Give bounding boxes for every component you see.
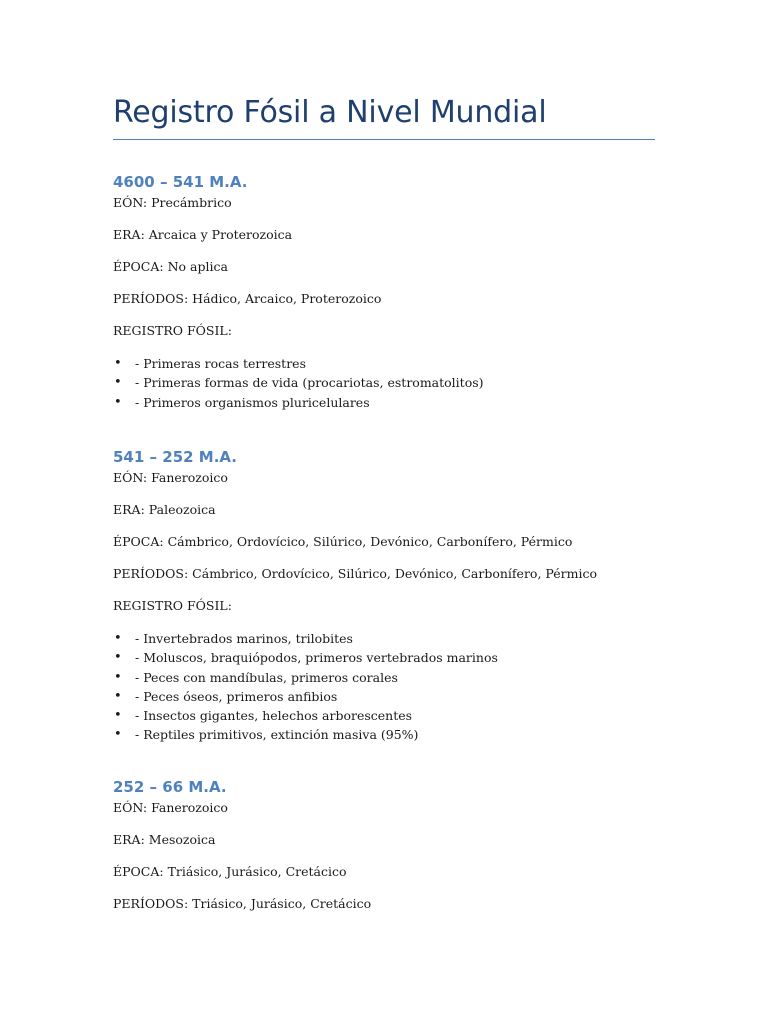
field-label: ÉPOCA:	[113, 534, 164, 549]
field-periodos	[113, 895, 655, 927]
field-era	[113, 226, 655, 258]
field-eon	[113, 799, 655, 831]
field-label: PERÍODOS:	[113, 566, 189, 581]
bullet-icon: •	[114, 356, 122, 371]
field-label: ÉPOCA:	[113, 259, 164, 274]
field-value: Paleozoica	[148, 502, 216, 517]
list-item-text: - Primeros organismos pluricelulares	[135, 394, 370, 410]
fossil-list	[113, 629, 655, 745]
section-heading: 4600 – 541 M.A.	[113, 173, 248, 191]
field-label: ERA:	[113, 227, 145, 242]
field-label: EÓN:	[113, 470, 148, 485]
bullet-icon: •	[114, 669, 122, 685]
field-epoca	[113, 258, 655, 290]
section-heading: 541 – 252 M.A.	[113, 448, 237, 466]
list-item-text: - Invertebrados marinos, trilobites	[135, 631, 353, 646]
page-title: Registro Fósil a Nivel Mundial	[113, 95, 547, 130]
field-periodos	[113, 290, 655, 322]
field-label: REGISTRO FÓSIL:	[113, 598, 232, 613]
field-label: ERA:	[113, 832, 145, 847]
field-label: REGISTRO FÓSIL:	[113, 323, 232, 338]
bullet-icon: •	[114, 394, 122, 410]
field-label: ÉPOCA:	[113, 864, 164, 879]
list-item	[113, 629, 655, 648]
fossil-list	[113, 354, 655, 412]
field-label: ERA:	[113, 502, 145, 517]
field-value: Triásico, Jurásico, Cretácico	[167, 864, 347, 879]
field-eon	[113, 194, 655, 226]
list-item	[113, 354, 655, 373]
field-era	[113, 501, 655, 533]
list-item	[113, 706, 655, 725]
field-value: Triásico, Jurásico, Cretácico	[192, 896, 372, 911]
field-registro-fosil	[113, 322, 655, 354]
field-epoca	[113, 863, 655, 895]
list-item	[113, 393, 655, 412]
list-item-text: - Primeras formas de vida (procariotas, estromatolitos)	[135, 375, 484, 391]
field-value: Fanerozoico	[151, 470, 228, 485]
bullet-icon: •	[114, 631, 122, 646]
field-value: No aplica	[167, 259, 228, 274]
list-item	[113, 648, 655, 667]
field-label: EÓN:	[113, 195, 148, 210]
list-item-text: - Reptiles primitivos, extinción masiva (95%)	[135, 727, 419, 743]
field-era	[113, 831, 655, 863]
bullet-icon: •	[114, 727, 122, 743]
section-heading: 252 – 66 M.A.	[113, 778, 227, 796]
title-underline	[113, 139, 655, 140]
field-label: EÓN:	[113, 800, 148, 815]
list-item-text: - Peces con mandíbulas, primeros corales	[135, 669, 398, 685]
field-value: Precámbrico	[151, 195, 232, 210]
list-item-text: - Moluscos, braquiópodos, primeros vertebrados marinos	[135, 650, 498, 666]
bullet-icon: •	[114, 375, 122, 391]
list-item	[113, 373, 655, 392]
bullet-icon: •	[114, 708, 122, 724]
field-value: Mesozoica	[148, 832, 216, 847]
field-value: Fanerozoico	[151, 800, 228, 815]
field-value: Cámbrico, Ordovícico, Silúrico, Devónico, Carbonífero, Pérmico	[192, 566, 597, 581]
field-registro-fosil	[113, 597, 655, 629]
section-mesozoica	[113, 777, 655, 927]
field-eon	[113, 469, 655, 501]
field-label: PERÍODOS:	[113, 896, 189, 911]
field-label: PERÍODOS:	[113, 291, 189, 306]
field-periodos	[113, 565, 655, 597]
list-item-text: - Peces óseos, primeros anfibios	[135, 688, 338, 704]
bullet-icon: •	[114, 650, 122, 666]
section-precambrico	[113, 172, 655, 412]
list-item	[113, 668, 655, 687]
list-item	[113, 687, 655, 706]
list-item-text: - Insectos gigantes, helechos arborescentes	[135, 708, 413, 724]
field-epoca	[113, 533, 655, 565]
field-value: Cámbrico, Ordovícico, Silúrico, Devónico, Carbonífero, Pérmico	[167, 534, 573, 549]
list-item-text: - Primeras rocas terrestres	[135, 356, 306, 371]
bullet-icon: •	[114, 688, 122, 704]
field-value: Hádico, Arcaico, Proterozoico	[192, 291, 382, 306]
field-value: Arcaica y Proterozoica	[148, 227, 293, 242]
list-item	[113, 725, 655, 744]
section-paleozoica	[113, 447, 655, 745]
